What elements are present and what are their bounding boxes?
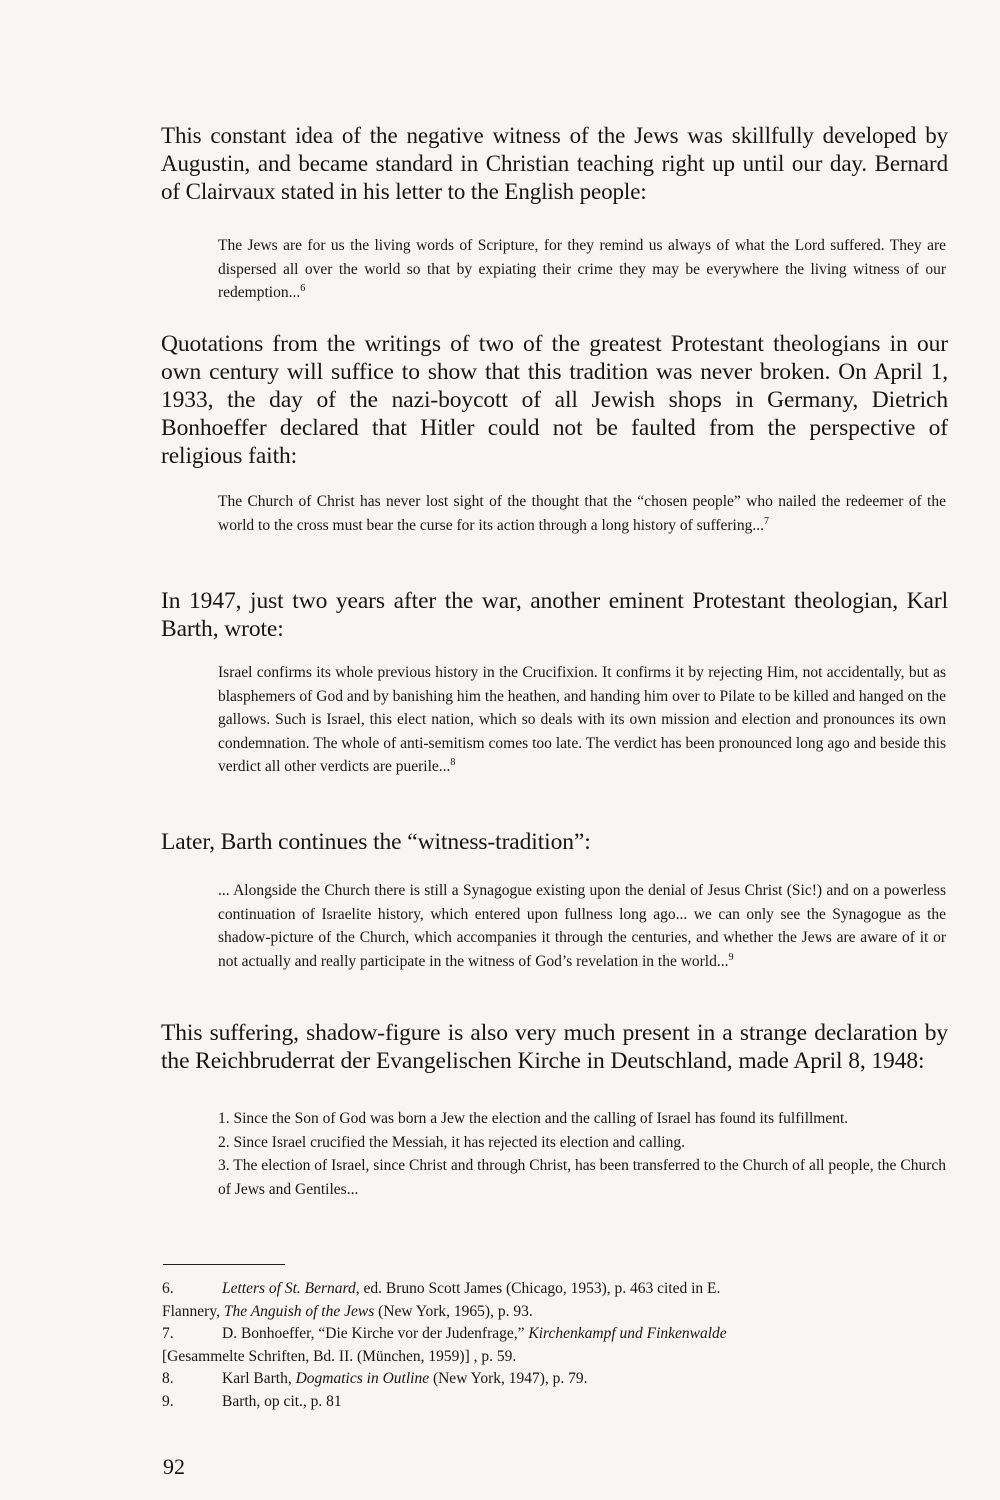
quote-text: ... Alongside the Church there is still a Synagogue existing upon the denial of Jesus Christ (Sic!) and on a powerless continuation of Israelite history, which entered upon fullness long ago... we can only see the Synagogue as the shadow-picture of the Church, which accompanies it through the centuries, and whether the Jews are aware of it or not actually and really participate in the witness of God’s revelation in the world... — [218, 882, 946, 970]
footnote-ref-7: 7 — [763, 515, 770, 527]
footnote-6 — [162, 1278, 948, 1323]
block-quote-barth-1 — [218, 661, 946, 779]
footnote-text: D. Bonhoeffer, “Die Kirche vor der Judenfrage,” — [222, 1325, 529, 1342]
page-number: 92 — [163, 1454, 185, 1479]
footnote-number: 7. — [162, 1325, 174, 1342]
footnote-number: 8. — [162, 1370, 174, 1387]
footnote-ref-8: 8 — [450, 756, 456, 768]
footnote-title: Dogmatics in Outline — [295, 1370, 430, 1387]
block-quote-bonhoeffer — [218, 490, 946, 537]
footnote-text: (New York, 1947), p. 79. — [429, 1370, 588, 1387]
footnote-text: [Gesammelte Schriften, Bd. II. (München, 1959)] , p. 59. — [162, 1347, 517, 1365]
footnote-text: Barth, op cit., p. 81 — [222, 1392, 342, 1410]
footnotes — [162, 1278, 948, 1413]
footnote-text: Karl Barth, — [222, 1370, 296, 1387]
paragraph-5: This suffering, shadow-figure is also very much present in a strange declaration by the Reichbruderrat der Evangelischen Kirche in Deutschland, made April 8, 1948: — [161, 1020, 948, 1074]
block-quote-bernard — [218, 234, 946, 305]
paragraph-4: Later, Barth continues the “witness-tradition”: — [161, 829, 591, 855]
quote-text: The Jews are for us the living words of Scripture, for they remind us always of what the Lord suffered. They are dispersed all over the world so that by expiating their crime they may be everywhere the living witness of our redemption... — [218, 237, 946, 301]
footnote-text: (New York, 1965), p. 93. — [374, 1302, 533, 1320]
declaration-item-2: 2. Since Israel crucified the Messiah, it has rejected its election and calling. — [218, 1133, 685, 1151]
block-quote-barth-2 — [218, 879, 946, 973]
footnote-divider — [163, 1264, 285, 1265]
footnote-ref-6: 6 — [300, 282, 306, 294]
footnote-text: Flannery, — [162, 1302, 224, 1320]
footnote-9 — [162, 1391, 948, 1414]
footnote-number: 9. — [162, 1392, 174, 1410]
footnote-title: Kirchenkampf und Finkenwalde — [528, 1325, 727, 1342]
footnote-8 — [162, 1368, 948, 1391]
quote-text: The Church of Christ has never lost sight of the thought that the “chosen people” who nailed the redeemer of the world to the cross must bear the curse for its action through a long history of suffering... — [218, 493, 946, 534]
footnote-number: 6. — [162, 1280, 174, 1297]
quote-text: Israel confirms its whole previous history in the Crucifixion. It confirms it by rejecting Him, not accidentally, but as blasphemers of God and by banishing him the heathen, and handing him over to Pilate to be killed and hanged on the gallows. Such is Israel, this elect nation, which so deals with its own mission and election and pronounces its own condemnation. The whole of anti-semitism comes too late. The verdict has been pronounced long ago and beside this verdict all other verdicts are puerile... — [218, 664, 946, 775]
declaration-item-3: 3. The election of Israel, since Christ and through Christ, has been transferred to the Church of all people, the Church of Jews and Gentiles... — [218, 1157, 946, 1198]
declaration-item-1: 1. Since the Son of God was born a Jew the election and the calling of Israel has found its fulfillment. — [218, 1110, 849, 1127]
paragraph-2: Quotations from the writings of two of the greatest Protestant theologians in our own century will suffice to show that this tradition was never broken. On April 1, 1933, the day of the nazi-boycott of all Jewish shops in Germany, Dietrich Bonhoeffer declared that Hitler could not be faulted from the perspective of religious faith: — [161, 331, 948, 469]
footnote-title: Letters of St. Bernard, — [222, 1280, 360, 1297]
footnote-title: The Anguish of the Jews — [223, 1302, 375, 1320]
footnote-text: ed. Bruno Scott James (Chicago, 1953), p. 463 cited in E. — [359, 1280, 721, 1297]
paragraph-1: This constant idea of the negative witness of the Jews was skillfully developed by Augustin, and became standard in Christian teaching right up until our day. Bernard of Clairvaux stated in his letter to the English people: — [161, 123, 948, 204]
declaration-list — [218, 1107, 946, 1201]
footnote-ref-9: 9 — [728, 951, 734, 963]
paragraph-3: In 1947, just two years after the war, another eminent Protestant theologian, Karl Barth, wrote: — [161, 588, 948, 642]
footnote-7 — [162, 1323, 948, 1368]
